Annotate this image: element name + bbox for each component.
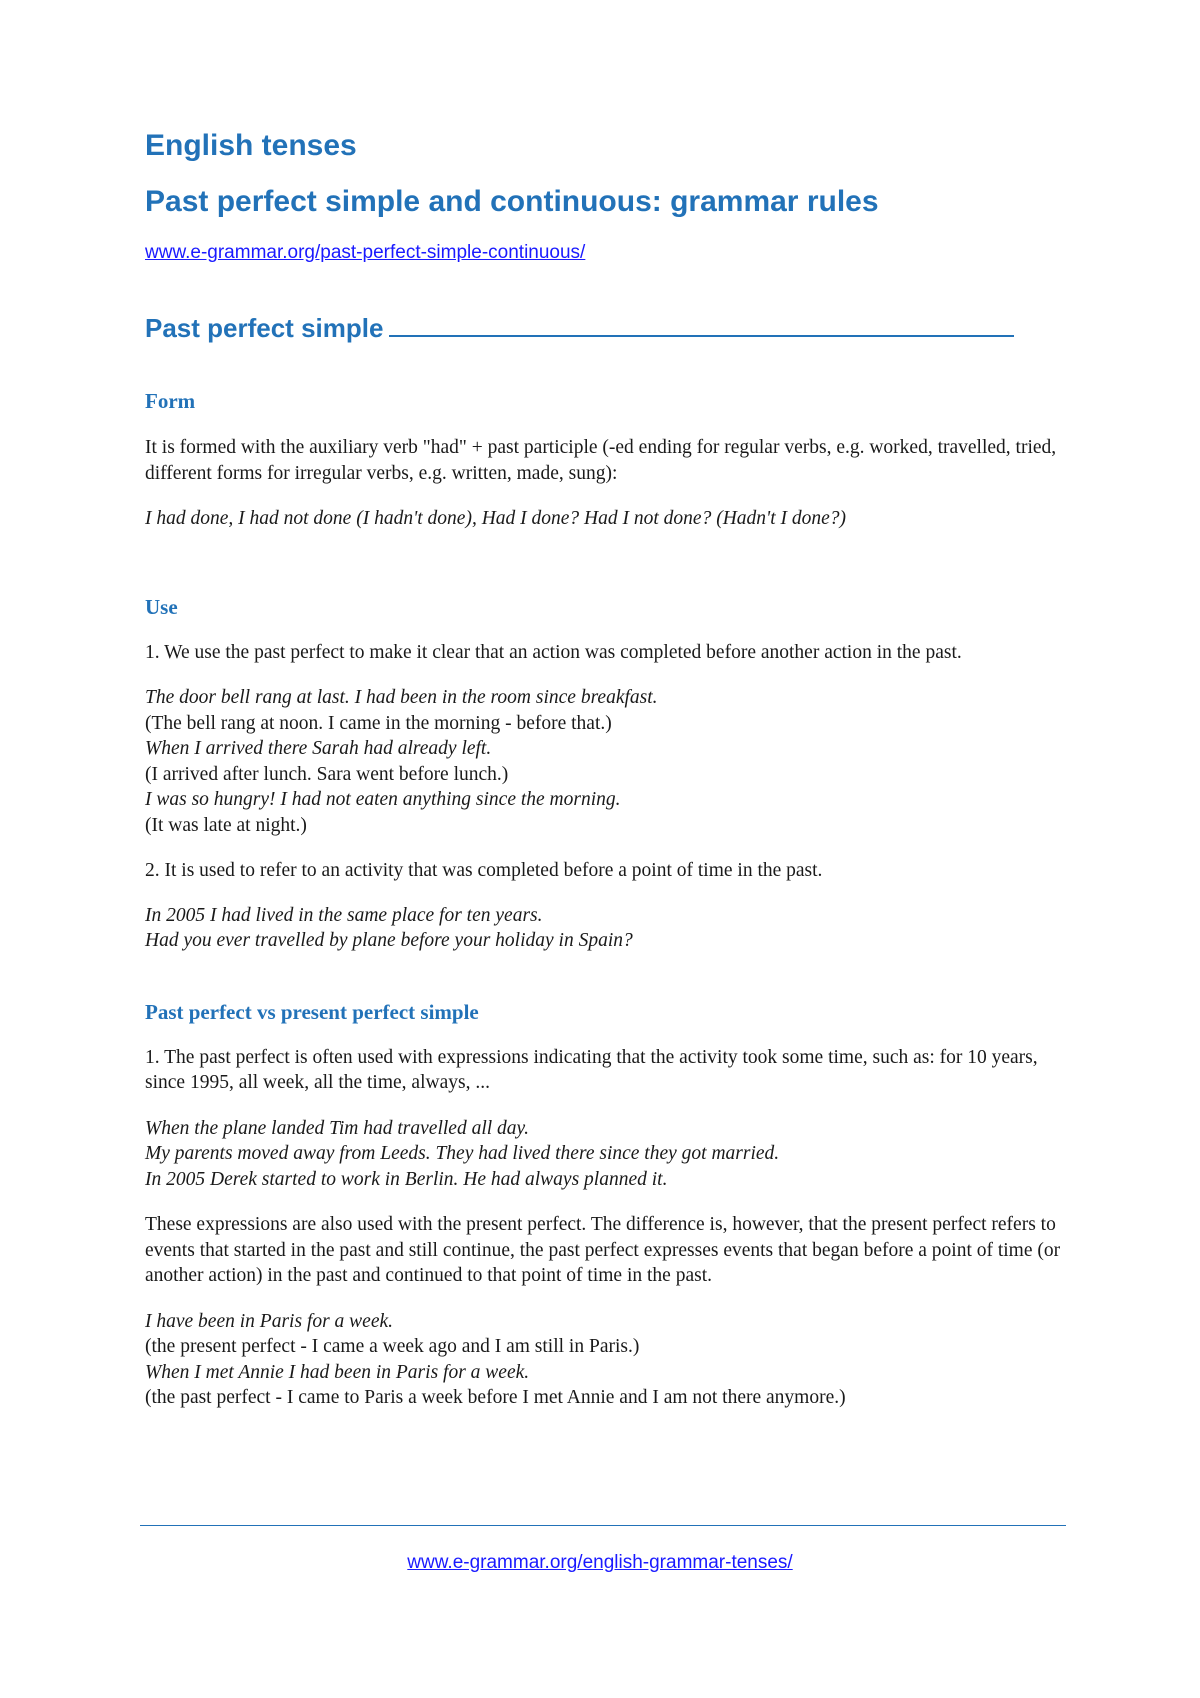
- example-line: The door bell rang at last. I had been in the room since breakfast.: [145, 687, 658, 708]
- section-title-past-perfect-simple: [145, 312, 1075, 344]
- example-note: (the present perfect - I came a week ago and I am still in Paris.): [145, 1336, 640, 1357]
- footer: [0, 1552, 1200, 1574]
- example-line: My parents moved away from Leeds. They had lived there since they got married.: [145, 1143, 780, 1164]
- form-text: It is formed with the auxiliary verb "had" + past participle (-ed ending for regular verbs, e.g. worked, travelled, tried, different forms for irregular verbs, e.g. written, made, sung):: [145, 437, 1057, 484]
- use-examples-2: [145, 903, 1075, 954]
- footer-divider: [140, 1525, 1066, 1526]
- comparison-examples-2: [145, 1309, 1075, 1411]
- section-title-text: Past perfect simple: [145, 313, 384, 343]
- form-example: I had done, I had not done (I hadn't done), Had I done? Had I not done? (Hadn't I done?): [145, 508, 847, 529]
- document-title: English tenses: [145, 129, 357, 162]
- form-heading: Form: [145, 389, 196, 413]
- document-body: [145, 128, 1075, 1411]
- section-title-rule: [389, 315, 1014, 337]
- use-examples-1: [145, 685, 1075, 838]
- footer-link[interactable]: www.e-grammar.org/english-grammar-tenses/: [407, 1552, 793, 1573]
- example-note: (the past perfect - I came to Paris a week before I met Annie and I am not there anymore.): [145, 1387, 846, 1408]
- example-line: In 2005 Derek started to work in Berlin. He had always planned it.: [145, 1168, 668, 1190]
- comparison-point-1: 1. The past perfect is often used with expressions indicating that the activity took some time, such as: for 10 years, since 1995, all week, all the time, always, ...: [145, 1046, 1038, 1093]
- example-line: When the plane landed Tim had travelled all day.: [145, 1117, 529, 1139]
- comparison-examples-1: [145, 1116, 1075, 1193]
- example-line: When I met Annie I had been in Paris for a week.: [145, 1361, 530, 1383]
- use-point-1: 1. We use the past perfect to make it clear that an action was completed before another action in the past.: [145, 641, 962, 663]
- comparison-heading: Past perfect vs present perfect simple: [145, 999, 479, 1024]
- example-note: (The bell rang at noon. I came in the morning - before that.): [145, 712, 612, 734]
- example-line: Had you ever travelled by plane before your holiday in Spain?: [145, 930, 633, 951]
- example-line: When I arrived there Sarah had already left.: [145, 738, 492, 759]
- example-note: (It was late at night.): [145, 814, 307, 836]
- document-subtitle: Past perfect simple and continuous: grammar rules: [145, 185, 879, 218]
- use-heading: Use: [145, 594, 178, 619]
- example-line: I have been in Paris for a week.: [145, 1310, 394, 1332]
- example-line: I was so hungry! I had not eaten anything since the morning.: [145, 789, 621, 810]
- example-line: In 2005 I had lived in the same place for ten years.: [145, 904, 543, 926]
- comparison-paragraph: These expressions are also used with the present perfect. The difference is, however, that the present perfect refers to events that started in the past and still continue, the past perfect expresses events that began before a point of time (or another action) in the past and continued to that point of time in the past.: [145, 1214, 1061, 1286]
- example-note: (I arrived after lunch. Sara went before lunch.): [145, 763, 509, 785]
- source-link[interactable]: www.e-grammar.org/past-perfect-simple-continuous/: [145, 242, 586, 263]
- use-point-2: 2. It is used to refer to an activity that was completed before a point of time in the past.: [145, 860, 823, 881]
